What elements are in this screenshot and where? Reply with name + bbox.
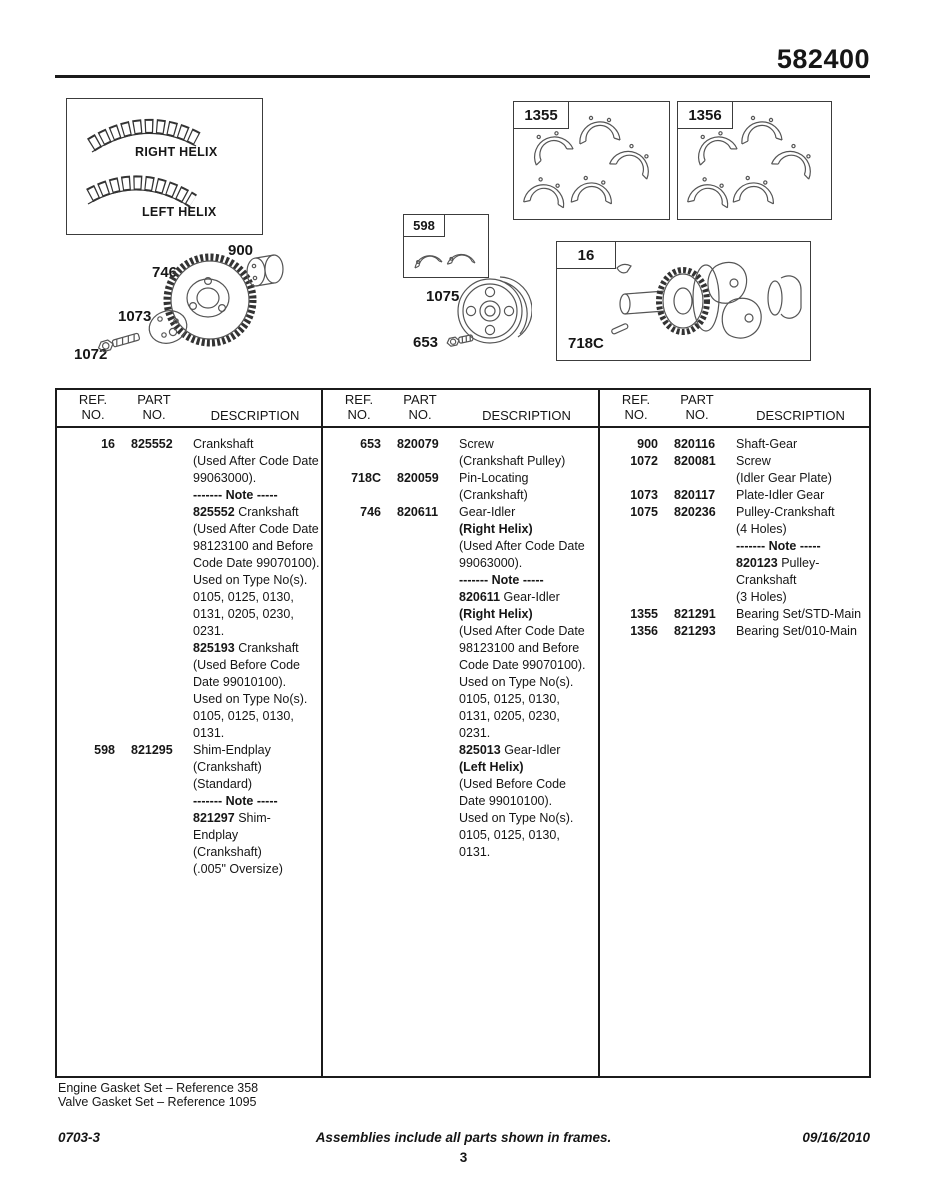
part-description [459, 470, 598, 504]
ref-no: 1075 [630, 505, 658, 519]
description-line: Used on Type No(s). [459, 675, 574, 689]
description-line: Plate-Idler Gear [736, 488, 825, 502]
description-line: Code Date 99070100). [193, 556, 320, 570]
engine-gasket-note: Engine Gasket Set – Reference 358 [58, 1081, 259, 1095]
description-line: (Crankshaft Pulley) [459, 454, 566, 468]
part-description [736, 436, 869, 453]
ref-no: 1073 [630, 488, 658, 502]
header-col-3 [600, 390, 869, 426]
description-line: Pulley-Crankshaft [736, 505, 835, 519]
part-description [736, 504, 869, 606]
part-entry [71, 742, 321, 878]
description-header: DESCRIPTION [756, 408, 845, 423]
description-line: 98123100 and Before [193, 539, 314, 553]
description-line: (Crankshaft) [459, 488, 528, 502]
description-line: (Crankshaft) [193, 845, 262, 859]
right-helix-label: RIGHT HELIX [135, 145, 218, 159]
shaft-gear-drawing [243, 251, 289, 293]
description-line: ------- Note ----- [736, 539, 821, 553]
part-entry [614, 504, 869, 606]
description-line: Bearing Set/010-Main [736, 624, 857, 638]
helix-reference-box [66, 98, 263, 235]
description-line: 0105, 0125, 0130, [193, 590, 294, 604]
description-line: Date 99010100). [459, 794, 553, 808]
part-no: 820079 [397, 437, 439, 451]
description-line: Shaft-Gear [736, 437, 798, 451]
description-line: 0105, 0125, 0130, [193, 709, 294, 723]
shims-drawing [408, 241, 484, 275]
callout-900: 900 [228, 242, 254, 259]
description-line: Bearing Set/STD-Main [736, 607, 862, 621]
description-line: 825013 Gear-Idler [459, 743, 561, 757]
ref-no: 653 [360, 437, 381, 451]
description-line: ------- Note ----- [193, 488, 278, 502]
description-line: 825552 Crankshaft [193, 505, 299, 519]
parts-column-2 [323, 428, 600, 1076]
ref-no: 598 [94, 743, 115, 757]
description-line: Screw [736, 454, 771, 468]
parts-table-header [57, 390, 869, 428]
description-line: 98123100 and Before [459, 641, 580, 655]
frame-598 [403, 214, 489, 278]
gasket-notes [58, 1081, 258, 1109]
ref-no: 718C [351, 471, 381, 485]
part-no: 820236 [674, 505, 716, 519]
ref-no: 1072 [630, 454, 658, 468]
part-entry [337, 436, 598, 470]
description-line: Gear-Idler [459, 505, 516, 519]
part-no: 820116 [674, 437, 716, 451]
description-line: Screw [459, 437, 494, 451]
part-no-header: PART NO. [680, 392, 714, 422]
part-entry [614, 606, 869, 623]
footer-date: 09/16/2010 [802, 1130, 870, 1145]
part-description [459, 504, 598, 861]
bearing-shells-drawing [514, 102, 669, 219]
part-description [736, 606, 869, 623]
part-description [459, 436, 598, 470]
part-entry [614, 436, 869, 453]
crankshaft-drawing [603, 246, 807, 358]
description-line: 821297 Shim- [193, 811, 271, 825]
part-no: 820059 [397, 471, 439, 485]
description-line: (4 Holes) [736, 522, 787, 536]
footer-assemblies-note: Assemblies include all parts shown in frames. [315, 1130, 612, 1145]
description-line: 820611 Gear-Idler [459, 590, 560, 604]
header-rule [55, 75, 870, 78]
description-line: Endplay [193, 828, 239, 842]
description-line: 99063000). [193, 471, 257, 485]
description-line: 0105, 0125, 0130, [459, 692, 560, 706]
parts-column-1 [57, 428, 323, 1076]
description-line: Code Date 99070100). [459, 658, 586, 672]
description-line: 0131, 0205, 0230, [193, 607, 294, 621]
header-col-1 [57, 390, 323, 426]
description-line: Crankshaft [736, 573, 797, 587]
callout-1075: 1075 [426, 288, 460, 305]
callout-1072: 1072 [74, 346, 108, 363]
description-line: (Used Before Code [193, 658, 301, 672]
description-line: 820123 Pulley- [736, 556, 820, 570]
description-line: (Used After Code Date [193, 522, 319, 536]
frame-1356 [677, 101, 832, 220]
callout-718c: 718C [568, 335, 604, 352]
description-header: DESCRIPTION [210, 408, 300, 423]
frame-598-label: 598 [404, 215, 445, 237]
footer-form-number: 0703-3 [58, 1130, 101, 1145]
description-line: (Used After Code Date [193, 454, 319, 468]
description-line: 825193 Crankshaft [193, 641, 299, 655]
description-line: (Right Helix) [459, 607, 533, 621]
part-no-header: PART NO. [403, 392, 437, 422]
frame-16 [556, 241, 811, 361]
part-no: 825552 [131, 437, 173, 451]
ref-no: 1355 [630, 607, 658, 621]
ref-no-header: REF. NO. [344, 392, 374, 422]
part-entry [71, 436, 321, 742]
part-description [736, 623, 869, 640]
bearing-shells-drawing [678, 102, 831, 219]
description-line: (.005" Oversize) [193, 862, 283, 876]
description-line: ------- Note ----- [459, 573, 544, 587]
description-line: Used on Type No(s). [193, 573, 308, 587]
description-line: 0131. [193, 726, 225, 740]
frame-1356-label: 1356 [678, 102, 733, 129]
part-description [736, 453, 869, 487]
part-no: 821295 [131, 743, 173, 757]
idler-gear-plate-drawing [142, 303, 196, 353]
description-line: ------- Note ----- [193, 794, 278, 808]
part-no: 820081 [674, 454, 716, 468]
ref-no: 16 [101, 437, 115, 451]
parts-table-body [57, 428, 869, 1076]
part-no: 821291 [674, 607, 716, 621]
ref-no: 900 [637, 437, 658, 451]
description-line: Used on Type No(s). [193, 692, 308, 706]
description-line: (Standard) [193, 777, 253, 791]
description-line: 0131. [459, 845, 491, 859]
description-line: 0231. [459, 726, 491, 740]
callout-1073: 1073 [118, 308, 152, 325]
description-line: (Used Before Code [459, 777, 567, 791]
part-entry [614, 487, 869, 504]
description-line: 0105, 0125, 0130, [459, 828, 560, 842]
part-description [193, 436, 321, 742]
description-line: (Left Helix) [459, 760, 524, 774]
part-description [193, 742, 321, 878]
left-helix-label: LEFT HELIX [142, 205, 217, 219]
description-line: (Crankshaft) [193, 760, 262, 774]
ref-no-header: REF. NO. [621, 392, 651, 422]
part-entry [614, 453, 869, 487]
description-line: (Used After Code Date [459, 539, 585, 553]
part-no: 820117 [674, 488, 716, 502]
ref-no: 746 [360, 505, 381, 519]
part-no-header: PART NO. [137, 392, 171, 422]
valve-gasket-note: Valve Gasket Set – Reference 1095 [58, 1095, 257, 1109]
pulley-screw-drawing [443, 328, 477, 356]
ref-no: 1356 [630, 624, 658, 638]
description-line: (Idler Gear Plate) [736, 471, 832, 485]
description-line: Date 99010100). [193, 675, 287, 689]
description-line: Pin-Locating [459, 471, 529, 485]
part-entry [614, 623, 869, 640]
description-line: 0231. [193, 624, 225, 638]
header-col-2 [323, 390, 600, 426]
ref-no-header: REF. NO. [78, 392, 108, 422]
part-description [736, 487, 869, 504]
part-no: 820611 [397, 505, 439, 519]
description-line: Crankshaft [193, 437, 254, 451]
callout-746: 746 [152, 264, 178, 281]
part-no: 821293 [674, 624, 716, 638]
description-line: (Used After Code Date [459, 624, 585, 638]
description-header: DESCRIPTION [482, 408, 571, 423]
idler-screw-drawing [90, 316, 148, 360]
frame-16-label: 16 [557, 242, 616, 269]
parts-column-3 [600, 428, 869, 1076]
frame-1355 [513, 101, 670, 220]
description-line: 99063000). [459, 556, 523, 570]
part-entry [337, 504, 598, 861]
frame-1355-label: 1355 [514, 102, 569, 129]
document-number: 582400 [776, 44, 870, 74]
description-line: 0131, 0205, 0230, [459, 709, 560, 723]
description-line: Used on Type No(s). [459, 811, 574, 825]
page-number: 3 [459, 1150, 468, 1165]
description-line: (3 Holes) [736, 590, 787, 604]
part-entry [337, 470, 598, 504]
callout-653: 653 [413, 334, 439, 351]
parts-table [55, 388, 871, 1078]
description-line: (Right Helix) [459, 522, 533, 536]
description-line: Shim-Endplay [193, 743, 271, 757]
